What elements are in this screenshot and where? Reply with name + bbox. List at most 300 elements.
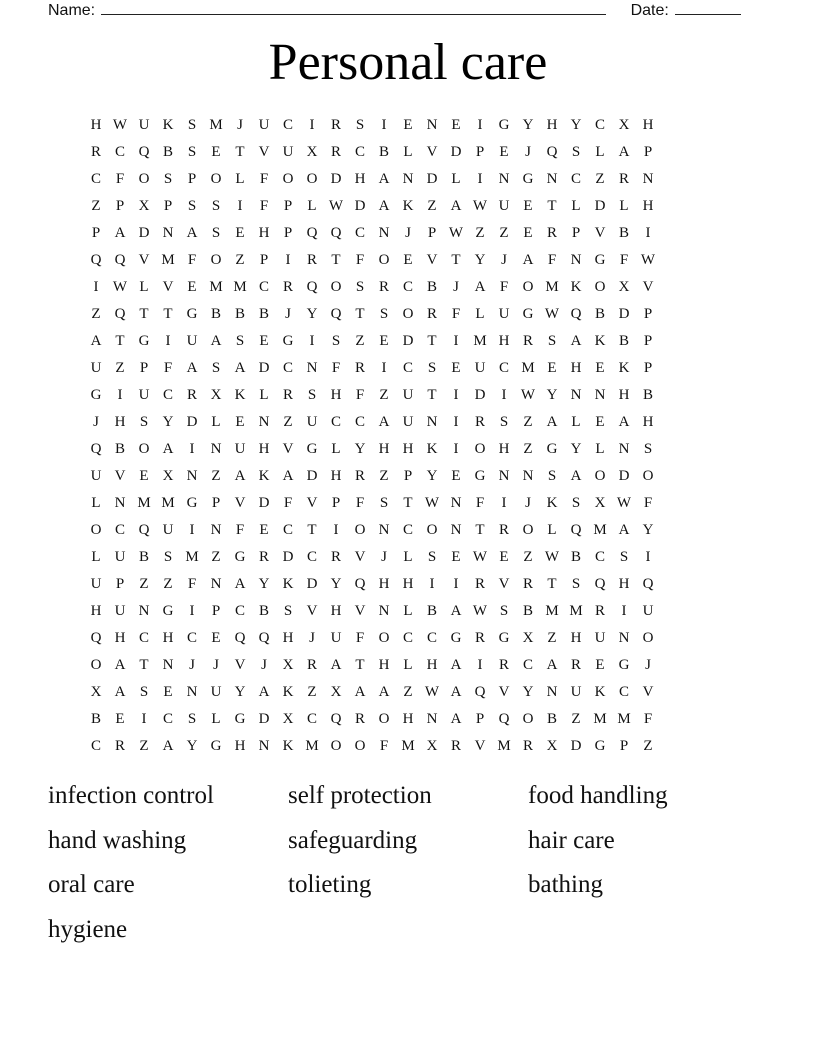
grid-letter[interactable]: T [115,333,125,349]
grid-letter[interactable]: K [258,468,270,484]
grid-letter[interactable]: H [114,414,126,430]
grid-letter[interactable]: W [616,495,632,511]
grid-letter[interactable]: D [258,495,270,511]
grid-letter[interactable]: F [163,360,173,376]
grid-letter[interactable]: I [141,711,147,727]
grid-letter[interactable]: A [570,333,582,349]
grid-letter[interactable]: A [450,198,462,214]
grid-letter[interactable]: E [451,360,461,376]
grid-letter[interactable]: D [594,198,606,214]
grid-letter[interactable]: I [645,225,651,241]
grid-letter[interactable]: Z [115,360,125,376]
grid-letter[interactable]: X [138,198,150,214]
grid-letter[interactable]: W [112,279,128,295]
grid-letter[interactable]: C [114,144,125,160]
grid-letter[interactable]: U [114,549,126,565]
grid-letter[interactable]: I [477,117,483,133]
grid-letter[interactable]: P [403,468,413,484]
grid-letter[interactable]: R [282,279,293,295]
grid-letter[interactable]: B [138,549,149,565]
grid-letter[interactable]: Z [139,576,149,592]
grid-letter[interactable]: Z [163,576,173,592]
grid-letter[interactable]: D [618,306,630,322]
grid-letter[interactable]: L [331,441,341,457]
grid-letter[interactable]: K [594,333,606,349]
grid-letter[interactable]: M [185,549,199,565]
grid-letter[interactable]: I [501,495,507,511]
grid-letter[interactable]: Y [234,684,246,700]
grid-letter[interactable]: B [570,549,581,565]
grid-letter[interactable]: I [165,333,171,349]
grid-letter[interactable]: K [282,738,294,754]
grid-letter[interactable]: R [354,360,365,376]
grid-letter[interactable]: H [498,333,510,349]
grid-letter[interactable]: S [643,441,653,457]
grid-letter[interactable]: N [546,684,558,700]
grid-letter[interactable]: A [330,657,342,673]
grid-letter[interactable]: I [501,387,507,403]
grid-letter[interactable]: E [259,522,269,538]
grid-letter[interactable]: C [234,603,245,619]
grid-letter[interactable]: Q [138,144,150,160]
grid-letter[interactable]: A [162,738,174,754]
grid-letter[interactable]: I [333,522,339,538]
grid-letter[interactable]: C [618,684,629,700]
grid-letter[interactable]: F [451,306,461,322]
grid-letter[interactable]: T [427,387,437,403]
grid-letter[interactable]: R [90,144,101,160]
grid-letter[interactable]: I [117,387,123,403]
grid-letter[interactable]: D [474,387,486,403]
grid-letter[interactable]: I [189,522,195,538]
grid-letter[interactable]: A [186,360,198,376]
grid-letter[interactable]: P [331,495,341,511]
grid-letter[interactable]: N [378,225,390,241]
grid-letter[interactable]: F [259,198,269,214]
grid-letter[interactable]: T [235,144,245,160]
grid-letter[interactable]: B [618,225,629,241]
grid-letter[interactable]: E [403,252,413,268]
grid-letter[interactable]: L [139,279,149,295]
grid-letter[interactable]: N [210,576,222,592]
grid-letter[interactable]: F [355,387,365,403]
grid-letter[interactable]: J [645,657,651,673]
grid-letter[interactable]: Z [355,333,365,349]
grid-letter[interactable]: P [283,198,293,214]
grid-letter[interactable]: S [427,549,437,565]
grid-letter[interactable]: Z [139,738,149,754]
grid-letter[interactable]: N [162,225,174,241]
grid-letter[interactable]: K [282,576,294,592]
grid-letter[interactable]: V [138,252,150,268]
grid-letter[interactable]: X [618,279,630,295]
grid-letter[interactable]: A [234,360,246,376]
grid-letter[interactable]: I [453,333,459,349]
grid-letter[interactable]: U [114,603,126,619]
grid-letter[interactable]: P [571,225,581,241]
grid-letter[interactable]: F [355,630,365,646]
grid-letter[interactable]: Q [306,279,318,295]
grid-letter[interactable]: T [163,306,173,322]
grid-letter[interactable]: I [381,117,387,133]
grid-letter[interactable]: V [162,279,174,295]
grid-letter[interactable]: Y [570,117,582,133]
grid-letter[interactable]: A [618,144,630,160]
grid-letter[interactable]: F [475,495,485,511]
grid-letter[interactable]: V [354,549,366,565]
grid-letter[interactable]: N [546,171,558,187]
grid-letter[interactable]: L [451,171,461,187]
grid-letter[interactable]: B [426,279,437,295]
grid-letter[interactable]: O [378,252,390,268]
grid-letter[interactable]: R [354,468,365,484]
grid-letter[interactable]: Q [90,252,102,268]
grid-letter[interactable]: Z [499,225,509,241]
grid-letter[interactable]: A [234,576,246,592]
grid-letter[interactable]: R [522,576,533,592]
grid-letter[interactable]: C [330,414,341,430]
grid-letter[interactable]: A [186,225,198,241]
grid-letter[interactable]: P [475,144,485,160]
grid-letter[interactable]: O [282,171,294,187]
grid-letter[interactable]: M [161,495,175,511]
grid-letter[interactable]: O [90,657,102,673]
grid-letter[interactable]: A [450,711,462,727]
grid-letter[interactable]: P [187,171,197,187]
grid-letter[interactable]: R [450,738,461,754]
grid-letter[interactable]: C [402,522,413,538]
grid-letter[interactable]: G [186,495,198,511]
grid-letter[interactable]: L [619,198,629,214]
grid-letter[interactable]: B [546,711,557,727]
grid-letter[interactable]: O [378,630,390,646]
grid-letter[interactable]: B [258,603,269,619]
grid-letter[interactable]: I [189,441,195,457]
grid-letter[interactable]: V [234,495,246,511]
grid-letter[interactable]: M [161,252,175,268]
grid-letter[interactable]: L [211,414,221,430]
grid-letter[interactable]: C [402,279,413,295]
grid-letter[interactable]: J [501,252,507,268]
grid-letter[interactable]: R [426,306,437,322]
grid-letter[interactable]: C [306,549,317,565]
grid-letter[interactable]: C [402,360,413,376]
grid-letter[interactable]: P [259,252,269,268]
grid-letter[interactable]: B [378,144,389,160]
grid-letter[interactable]: N [138,603,150,619]
grid-letter[interactable]: P [115,198,125,214]
grid-letter[interactable]: T [403,495,413,511]
grid-letter[interactable]: N [426,414,438,430]
grid-letter[interactable]: B [618,333,629,349]
grid-letter[interactable]: Y [570,441,582,457]
grid-letter[interactable]: P [115,576,125,592]
grid-letter[interactable]: F [235,522,245,538]
grid-letter[interactable]: Z [523,414,533,430]
grid-letter[interactable]: F [355,252,365,268]
grid-letter[interactable]: C [114,522,125,538]
grid-letter[interactable]: W [472,603,488,619]
grid-letter[interactable]: F [499,279,509,295]
grid-letter[interactable]: U [90,468,102,484]
grid-letter[interactable]: S [283,603,293,619]
grid-letter[interactable]: H [642,414,654,430]
grid-letter[interactable]: K [546,495,558,511]
grid-letter[interactable]: D [258,360,270,376]
grid-letter[interactable]: E [163,684,173,700]
grid-letter[interactable]: W [520,387,536,403]
grid-letter[interactable]: S [187,144,197,160]
grid-letter[interactable]: P [643,144,653,160]
grid-letter[interactable]: V [258,144,270,160]
grid-letter[interactable]: S [139,684,149,700]
grid-letter[interactable]: O [354,522,366,538]
grid-letter[interactable]: B [162,144,173,160]
grid-letter[interactable]: D [570,738,582,754]
grid-letter[interactable]: C [354,414,365,430]
grid-letter[interactable]: O [210,252,222,268]
grid-letter[interactable]: E [595,414,605,430]
grid-letter[interactable]: A [114,225,126,241]
grid-letter[interactable]: F [187,576,197,592]
grid-letter[interactable]: F [259,171,269,187]
grid-letter[interactable]: H [642,198,654,214]
grid-letter[interactable]: E [451,117,461,133]
grid-letter[interactable]: F [283,495,293,511]
grid-letter[interactable]: S [571,576,581,592]
grid-letter[interactable]: S [547,333,557,349]
grid-letter[interactable]: O [330,279,342,295]
grid-letter[interactable]: T [355,657,365,673]
grid-letter[interactable]: V [306,495,318,511]
grid-letter[interactable]: N [498,468,510,484]
grid-letter[interactable]: Q [90,630,102,646]
grid-letter[interactable]: N [450,522,462,538]
grid-letter[interactable]: O [402,306,414,322]
grid-letter[interactable]: V [354,603,366,619]
grid-letter[interactable]: Z [475,225,485,241]
grid-letter[interactable]: D [354,198,366,214]
grid-letter[interactable]: C [186,630,197,646]
grid-letter[interactable]: O [474,441,486,457]
grid-letter[interactable]: P [139,360,149,376]
grid-letter[interactable]: Q [330,711,342,727]
grid-letter[interactable]: I [381,360,387,376]
grid-letter[interactable]: U [402,387,414,403]
grid-letter[interactable]: G [186,306,198,322]
grid-letter[interactable]: I [429,576,435,592]
grid-letter[interactable]: Z [211,468,221,484]
grid-letter[interactable]: U [306,414,318,430]
grid-letter[interactable]: S [139,414,149,430]
grid-letter[interactable]: S [379,495,389,511]
grid-letter[interactable]: H [402,441,414,457]
grid-letter[interactable]: R [474,630,485,646]
grid-letter[interactable]: Z [643,738,653,754]
grid-letter[interactable]: R [618,171,629,187]
grid-letter[interactable]: Q [570,522,582,538]
grid-letter[interactable]: N [114,495,126,511]
grid-letter[interactable]: U [138,387,150,403]
grid-letter[interactable]: Z [235,252,245,268]
grid-letter[interactable]: U [402,414,414,430]
grid-letter[interactable]: B [258,306,269,322]
grid-letter[interactable]: W [424,495,440,511]
grid-letter[interactable]: H [402,576,414,592]
grid-letter[interactable]: M [593,711,607,727]
grid-letter[interactable]: W [544,549,560,565]
grid-letter[interactable]: P [643,333,653,349]
grid-letter[interactable]: S [163,549,173,565]
grid-letter[interactable]: E [235,225,245,241]
grid-letter[interactable]: C [282,522,293,538]
grid-letter[interactable]: P [211,495,221,511]
grid-letter[interactable]: Z [91,198,101,214]
grid-letter[interactable]: Y [426,468,438,484]
grid-letter[interactable]: J [525,495,531,511]
grid-letter[interactable]: O [522,711,534,727]
grid-letter[interactable]: O [426,522,438,538]
grid-letter[interactable]: V [498,576,510,592]
grid-letter[interactable]: H [330,468,342,484]
grid-letter[interactable]: S [379,306,389,322]
grid-letter[interactable]: V [474,738,486,754]
grid-letter[interactable]: G [618,657,630,673]
grid-letter[interactable]: H [498,441,510,457]
grid-letter[interactable]: R [522,333,533,349]
grid-letter[interactable]: M [497,738,511,754]
grid-letter[interactable]: H [114,630,126,646]
grid-letter[interactable]: D [450,144,462,160]
grid-letter[interactable]: R [474,414,485,430]
grid-letter[interactable]: J [405,225,411,241]
grid-letter[interactable]: Q [330,306,342,322]
grid-letter[interactable]: L [547,522,557,538]
grid-letter[interactable]: H [90,603,102,619]
grid-letter[interactable]: U [282,144,294,160]
grid-letter[interactable]: U [570,684,582,700]
grid-letter[interactable]: A [378,171,390,187]
grid-letter[interactable]: S [499,603,509,619]
grid-letter[interactable]: S [235,333,245,349]
grid-letter[interactable]: S [427,360,437,376]
grid-letter[interactable]: L [259,387,269,403]
grid-letter[interactable]: Y [330,576,342,592]
grid-letter[interactable]: E [211,144,221,160]
grid-letter[interactable]: H [234,738,246,754]
grid-letter[interactable]: S [355,279,365,295]
grid-letter[interactable]: E [523,198,533,214]
grid-letter[interactable]: P [91,225,101,241]
grid-letter[interactable]: N [618,441,630,457]
grid-letter[interactable]: A [450,657,462,673]
grid-letter[interactable]: J [453,279,459,295]
grid-letter[interactable]: F [643,495,653,511]
grid-letter[interactable]: R [330,549,341,565]
grid-letter[interactable]: N [378,603,390,619]
grid-letter[interactable]: S [499,414,509,430]
grid-letter[interactable]: N [258,738,270,754]
grid-letter[interactable]: K [282,684,294,700]
grid-letter[interactable]: H [378,657,390,673]
grid-letter[interactable]: Q [594,576,606,592]
grid-letter[interactable]: A [90,333,102,349]
grid-letter[interactable]: K [618,360,630,376]
grid-letter[interactable]: P [427,225,437,241]
grid-letter[interactable]: Z [91,306,101,322]
grid-letter[interactable]: R [522,738,533,754]
grid-letter[interactable]: P [619,738,629,754]
grid-letter[interactable]: A [618,522,630,538]
grid-letter[interactable]: E [115,711,125,727]
grid-letter[interactable]: S [547,468,557,484]
grid-letter[interactable]: D [426,171,438,187]
grid-letter[interactable]: E [451,468,461,484]
grid-letter[interactable]: N [570,252,582,268]
grid-letter[interactable]: Z [379,468,389,484]
grid-letter[interactable]: C [282,360,293,376]
grid-letter[interactable]: X [426,738,438,754]
grid-letter[interactable]: G [522,306,534,322]
grid-letter[interactable]: B [90,711,101,727]
grid-letter[interactable]: P [211,603,221,619]
grid-letter[interactable]: U [594,630,606,646]
grid-letter[interactable]: S [163,171,173,187]
grid-letter[interactable]: S [571,144,581,160]
grid-letter[interactable]: Z [379,387,389,403]
grid-letter[interactable]: U [498,306,510,322]
grid-letter[interactable]: B [210,306,221,322]
grid-letter[interactable]: F [355,495,365,511]
grid-letter[interactable]: C [162,711,173,727]
grid-letter[interactable]: A [378,198,390,214]
grid-letter[interactable]: X [546,738,558,754]
grid-letter[interactable]: L [91,495,101,511]
grid-letter[interactable]: U [258,117,270,133]
grid-letter[interactable]: D [258,711,270,727]
grid-letter[interactable]: R [570,657,581,673]
grid-letter[interactable]: Y [162,414,174,430]
grid-letter[interactable]: S [331,333,341,349]
grid-letter[interactable]: C [258,279,269,295]
grid-letter[interactable]: H [570,360,582,376]
grid-letter[interactable]: S [211,198,221,214]
grid-letter[interactable]: M [209,117,223,133]
grid-letter[interactable]: A [546,657,558,673]
grid-letter[interactable]: L [403,603,413,619]
grid-letter[interactable]: X [162,468,174,484]
grid-letter[interactable]: Q [138,522,150,538]
grid-letter[interactable]: O [642,630,654,646]
grid-letter[interactable]: H [378,576,390,592]
grid-letter[interactable]: U [162,522,174,538]
grid-letter[interactable]: P [643,360,653,376]
grid-letter[interactable]: N [210,441,222,457]
grid-letter[interactable]: W [640,252,656,268]
grid-letter[interactable]: H [546,117,558,133]
grid-letter[interactable]: H [618,387,630,403]
grid-letter[interactable]: O [210,171,222,187]
grid-letter[interactable]: N [306,360,318,376]
grid-letter[interactable]: T [451,252,461,268]
grid-letter[interactable]: G [522,171,534,187]
grid-letter[interactable]: T [307,522,317,538]
grid-letter[interactable]: Q [498,711,510,727]
grid-letter[interactable]: I [237,198,243,214]
grid-letter[interactable]: J [261,657,267,673]
grid-letter[interactable]: V [498,684,510,700]
grid-letter[interactable]: G [594,738,606,754]
